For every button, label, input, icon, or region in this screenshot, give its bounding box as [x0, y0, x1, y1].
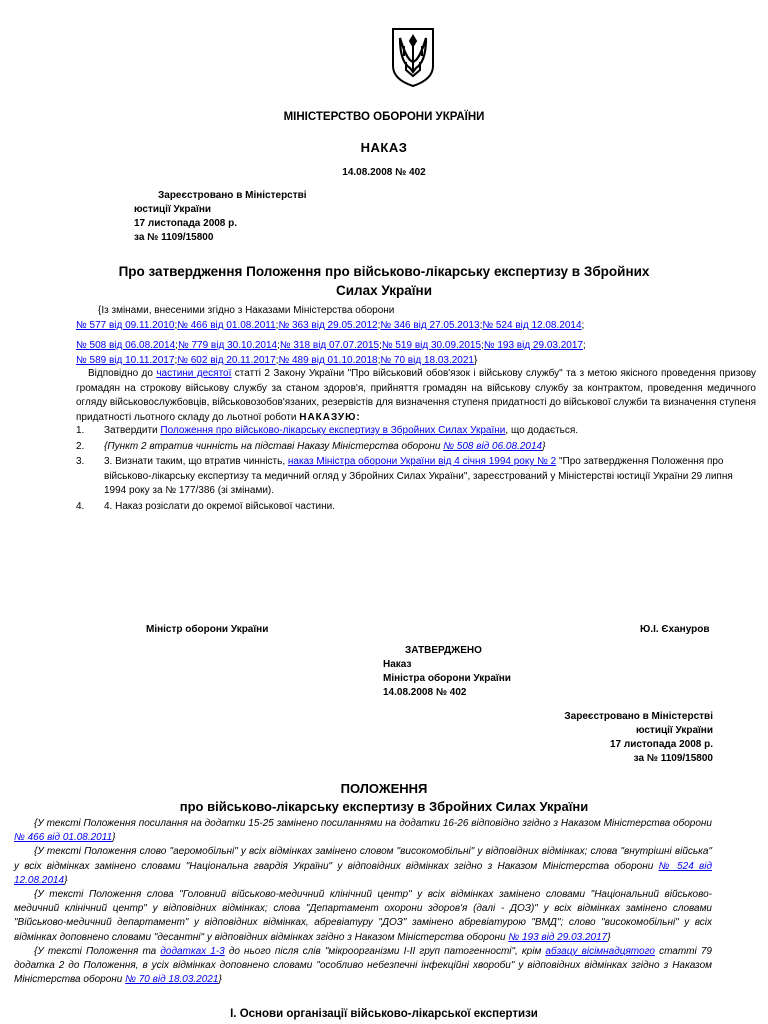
registration-line: 17 листопада 2008 р.	[609, 739, 713, 750]
amendment-link[interactable]: № 519 від 30.09.2015	[381, 340, 482, 351]
amendment-separator: ;	[175, 340, 178, 351]
amendment-separator: ;	[275, 355, 279, 366]
amendment-separator: }	[474, 355, 478, 366]
amendment-link[interactable]: № 318 від 07.07.2015	[279, 340, 380, 351]
amendment-separator: ;	[379, 340, 382, 351]
amendment-separator: ;	[277, 340, 280, 351]
signatory-position: Міністр оборони України	[146, 624, 269, 635]
order-keyword: НАКАЗУЮ:	[299, 411, 361, 423]
item-text: , що додається.	[505, 425, 579, 436]
ministry-name: МІНІСТЕРСТВО ОБОРОНИ УКРАЇНИ	[283, 111, 485, 123]
regulation-subtitle: про військово-лікарську експертизу в Збройних Силах України	[179, 799, 589, 814]
item-text: {Пункт 2 втратив чинність на підставі Наказу Міністерства оборони	[104, 440, 444, 452]
note-text: }	[64, 874, 68, 886]
repealed-order-link[interactable]: наказ Міністра оборони України від 4 січня 1994 року № 2	[287, 456, 557, 467]
registration-line: за № 1109/15800	[134, 232, 214, 243]
amendments-row	[76, 338, 696, 353]
approval-line: Міністра оборони України	[383, 673, 511, 684]
amendment-link[interactable]: № 508 від 06.08.2014	[443, 440, 543, 452]
approval-heading: ЗАТВЕРДЖЕНО	[405, 645, 482, 656]
order-items-list	[76, 424, 756, 515]
amendment-link[interactable]: № 524 від 12.08.2014	[14, 860, 712, 886]
order-item	[76, 500, 756, 515]
preamble-text: статті 2 Закону України "Про військовий обов'язок і військову службу" та з метою якісного проведення призову громадян на строкову військову службу за станом здоров'я, прийняття громадян на військову службу за контрактом, проведення медичного огляду військовослужбовців, військовозобов'язаних, резервістів для визначення ступеня придатності до військової служби та визначення ступеня придатності льотного складу до льотної роботи	[76, 368, 756, 423]
regulation-notes	[14, 817, 712, 987]
amendment-link[interactable]: № 193 від 29.03.2017	[508, 931, 608, 943]
amendments-row	[76, 318, 696, 333]
amendments-row	[76, 353, 696, 368]
amendment-link[interactable]: № 779 від 30.10.2014	[177, 340, 278, 351]
amendment-separator: ;	[581, 320, 585, 331]
regulation-title: ПОЛОЖЕННЯ	[340, 781, 428, 796]
registration-line: Зареєстровано в Міністерстві	[158, 190, 307, 201]
item-text: Затвердити	[104, 425, 161, 436]
trident-coat-of-arms-icon	[390, 26, 436, 88]
registration-block-right	[500, 710, 713, 766]
amendment-separator: ;	[377, 320, 381, 331]
order-title: Про затвердження Положення про військово-лікарську експертизу в Збройних Силах України	[118, 264, 650, 298]
amendment-link[interactable]: № 508 від 06.08.2014	[76, 340, 176, 351]
amendment-separator: ;	[479, 320, 483, 331]
registration-line: за № 1109/15800	[633, 753, 713, 764]
note-text: }	[218, 974, 222, 986]
amendment-link[interactable]: № 524 від 12.08.2014	[482, 320, 582, 331]
note-text: }	[112, 832, 116, 844]
amendment-link[interactable]: № 70 від 18.03.2021	[380, 355, 474, 366]
approval-block	[383, 644, 511, 700]
amendment-separator: ;	[377, 355, 381, 366]
amendment-separator: ;	[481, 340, 484, 351]
approval-line: Наказ	[383, 659, 412, 670]
amendment-separator: ;	[174, 355, 178, 366]
order-item	[76, 440, 756, 455]
note-text: {У тексті Положення посилання на додатки 15-25 замінено посиланнями на додатки 16-26 відповідно згідно з Наказом Міністерства оборони	[34, 818, 712, 829]
amendment-link[interactable]: № 589 від 10.11.2017	[76, 355, 175, 366]
appendices-link[interactable]: додатках 1-3	[160, 945, 225, 957]
amendment-separator: ;	[275, 320, 279, 331]
amendment-separator: ;	[174, 320, 178, 331]
amendment-link[interactable]: № 346 від 27.05.2013	[380, 320, 480, 331]
order-item	[76, 424, 756, 439]
item-number: 1.	[76, 425, 85, 436]
item-text: }	[542, 440, 546, 452]
amendment-link[interactable]: № 577 від 09.11.2010	[76, 320, 175, 331]
note-text: }	[607, 931, 611, 943]
order-date-number: 14.08.2008 № 402	[342, 167, 426, 178]
note-paragraph	[14, 845, 712, 888]
approval-line: 14.08.2008 № 402	[383, 687, 467, 698]
note-paragraph	[14, 888, 712, 945]
amendment-link[interactable]: № 363 від 29.05.2012	[278, 320, 378, 331]
paragraph-eighteen-link[interactable]: абзацу вісімнадцятого	[545, 945, 655, 957]
amendments-intro: {Із змінами, внесеними згідно з Наказами Міністерства оборони	[98, 305, 395, 316]
item-number: 4.	[76, 500, 85, 512]
note-paragraph	[14, 817, 712, 845]
order-item	[76, 455, 756, 499]
registration-line: Зареєстровано в Міністерстві	[564, 711, 713, 722]
amendment-link[interactable]: № 466 від 01.08.2011	[177, 320, 276, 331]
amendment-link[interactable]: № 602 від 20.11.2017	[177, 355, 276, 366]
item-text: 4. Наказ розіслати до окремої військової частини.	[104, 500, 335, 512]
registration-line: 17 листопада 2008 р.	[134, 218, 238, 229]
note-text: статті 79 додатка 2 до Положення, в усіх відмінках доповнено словами "особливо небезпечні інфекційні хвороби" у відповідних відмінках згідно з Наказом Міністерства оборони	[14, 945, 712, 986]
registration-line: юстиції України	[134, 204, 212, 215]
registration-block	[134, 189, 307, 245]
amendment-link[interactable]: № 489 від 01.10.2018	[278, 355, 378, 366]
registration-line: юстиції України	[635, 725, 713, 736]
section-heading: І. Основи організації військово-лікарської експертизи	[230, 1008, 538, 1020]
regulation-link[interactable]: Положення про військово-лікарську експертизу в Збройних Силах України	[160, 425, 506, 436]
item-text: "Про затвердження Положення про військово-лікарську експертизу та медичний огляд у Збройних Силах України", зареєстрований у Міністерстві юстиції України 29 липня 1994 року за № 177/386 (зі змінами).	[104, 456, 733, 496]
amendment-separator: ;	[582, 340, 586, 351]
item-number: 3.	[76, 456, 85, 467]
note-text: {У тексті Положення слово "аеромобільні" у всіх відмінках замінено словом "високомобільні" у відповідних відмінках; слова "внутрішні війська" у всіх відмінках замінено словами "Національна гвардія України" у відповідних відмінках згідно з Наказом Міністерства оборони	[14, 846, 712, 872]
document-type: НАКАЗ	[360, 140, 408, 155]
amendment-link[interactable]: № 466 від 01.08.2011	[14, 832, 113, 844]
item-number: 2.	[76, 440, 85, 452]
preamble	[76, 367, 756, 425]
signatory-name: Ю.І. Єхануров	[640, 624, 710, 635]
note-paragraph	[14, 945, 712, 988]
amendment-link[interactable]: № 193 від 29.03.2017	[483, 340, 583, 351]
amendment-link[interactable]: № 70 від 18.03.2021	[125, 974, 219, 986]
item-text: 3. Визнати таким, що втратив чинність,	[104, 456, 288, 467]
amendments-block	[76, 303, 696, 368]
law-part-ten-link[interactable]: частини десятої	[156, 368, 232, 379]
preamble-text: Відповідно до	[88, 368, 157, 379]
note-text: {У тексті Положення слова "Головний військово-медичний клінічний центр" у всіх відмінках замінено словами "Національний військово-медичний клінічний центр" у відповідних відмінках; слова "Департамент охорони здоров'я (далі - ДОЗ)" у всіх відмінках замінено словами "Військово-медичний департамент" у відповідних відмінках, абревіатуру "ДОЗ" замінено абревіатурою "ВМД"; слово "високомобільні" у всіх відмінках доповнено словами "десантні" у відповідних відмінках згідно з Наказом Міністерства оборони	[14, 889, 712, 943]
note-text: {У тексті Положення та	[34, 945, 161, 957]
note-text: до нього після слів "мікроорганізми I-II груп патогенності", крім	[224, 945, 546, 957]
